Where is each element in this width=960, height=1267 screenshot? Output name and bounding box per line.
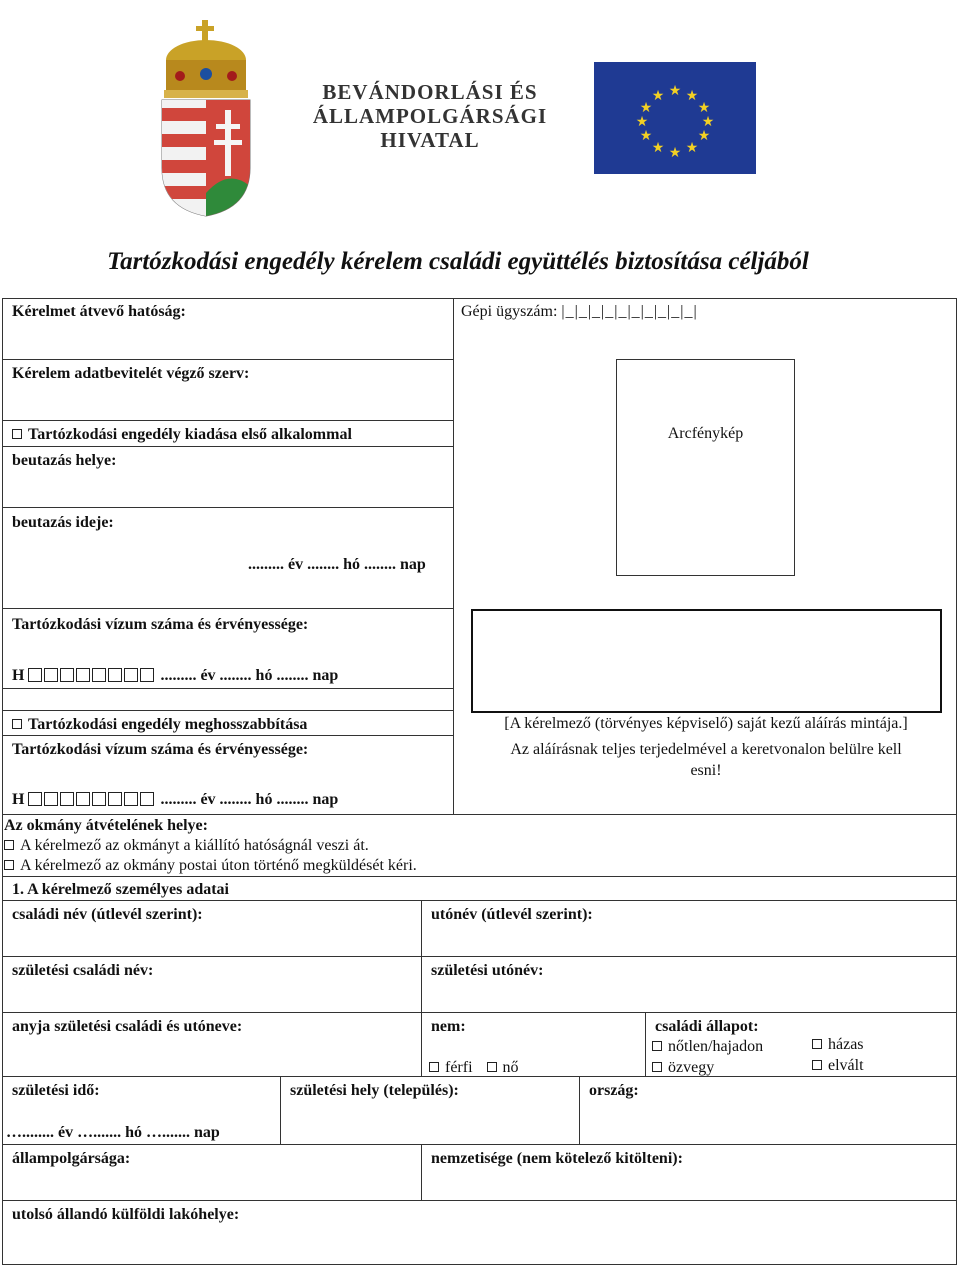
- visa-date-2: ......... év ........ hó ........ nap: [160, 791, 339, 808]
- birth-date-pattern[interactable]: …........ év …....... hó …....... nap: [6, 1124, 220, 1141]
- entry-date-pattern[interactable]: ......... év ........ hó ........ nap: [248, 556, 426, 573]
- first-issue-label: Tartózkodási engedély kiadása első alkalommal: [28, 426, 352, 443]
- pickup-label: Az okmány átvételének helye:: [4, 817, 208, 834]
- issuing-office-name: [310, 80, 550, 152]
- personal-col-divider-3: [645, 1012, 646, 1076]
- first-issue-option[interactable]: [12, 426, 352, 444]
- nationality-label: nemzetisége (nem kötelező kitölteni):: [431, 1150, 683, 1167]
- personal-col-divider-6: [421, 1144, 422, 1200]
- line-16: [2, 1200, 957, 1201]
- given-name-label: utónév (útlevél szerint):: [431, 906, 593, 923]
- form-title: Tartózkodási engedély kérelem családi együttélés biztosítása céljából: [107, 248, 809, 275]
- sex-male-option[interactable]: [429, 1059, 473, 1076]
- signature-box[interactable]: [471, 609, 942, 713]
- line-12: [2, 956, 957, 957]
- section-1-title: 1. A kérelmező személyes adatai: [12, 881, 229, 898]
- frame-left: [2, 298, 3, 1264]
- svg-text:★: ★: [685, 140, 699, 156]
- office-line-2: ÁLLAMPOLGÁRSÁGI: [312, 104, 548, 128]
- personal-col-divider-2: [421, 1012, 422, 1076]
- signature-caption: [A kérelmező (törvényes képviselő) saját kezű aláírás mintája.]: [504, 715, 908, 732]
- extension-option[interactable]: [12, 716, 307, 734]
- receiving-authority-label: Kérelmet átvevő hatóság:: [12, 303, 186, 320]
- sex-female-option[interactable]: [487, 1059, 519, 1076]
- svg-text:★: ★: [697, 100, 711, 116]
- marital-divorced-option[interactable]: [812, 1057, 864, 1075]
- personal-col-divider-5: [579, 1076, 580, 1144]
- upper-column-divider: [453, 298, 454, 814]
- visa-row-2[interactable]: [12, 791, 338, 809]
- line-3: [2, 446, 453, 447]
- line-8: [2, 735, 453, 736]
- case-number-label: Gépi ügyszám:: [461, 303, 558, 320]
- line-6: [2, 688, 453, 689]
- marital-widowed-label: özvegy: [668, 1059, 715, 1076]
- svg-text:★: ★: [635, 114, 649, 130]
- marital-married-option[interactable]: [812, 1036, 864, 1054]
- last-residence-label: utolsó állandó külföldi lakóhelye:: [12, 1206, 240, 1223]
- marital-married-label: házas: [828, 1036, 864, 1053]
- extension-checkbox[interactable]: [12, 719, 22, 729]
- line-15: [2, 1144, 957, 1145]
- visa-date-1: ......... év ........ hó ........ nap: [160, 667, 339, 684]
- visa-label-2: Tartózkodási vízum száma és érvényessége:: [12, 741, 309, 758]
- birth-date-label: születési idő:: [12, 1082, 100, 1099]
- sex-male-label: férfi: [445, 1059, 473, 1076]
- line-9: [2, 814, 957, 815]
- birth-place-label: születési hely (település):: [290, 1082, 459, 1099]
- svg-text:★: ★: [639, 128, 653, 144]
- svg-text:★: ★: [668, 145, 682, 161]
- signature-note-2: esni!: [690, 762, 722, 779]
- line-5: [2, 608, 453, 609]
- marital-single-checkbox[interactable]: [652, 1041, 662, 1051]
- svg-text:★: ★: [685, 88, 699, 104]
- svg-text:★: ★: [701, 114, 715, 130]
- line-11: [2, 900, 957, 901]
- marital-divorced-checkbox[interactable]: [812, 1060, 822, 1070]
- sex-female-label: nő: [502, 1059, 519, 1076]
- svg-text:★: ★: [651, 88, 665, 104]
- data-entry-label: Kérelem adatbevitelét végző szerv:: [12, 365, 250, 382]
- coat-of-arms: [150, 18, 265, 218]
- visa-prefix-2: H: [12, 791, 25, 808]
- office-line-1: BEVÁNDORLÁSI ÉS: [322, 80, 538, 104]
- line-13: [2, 1012, 957, 1013]
- pickup-option-2-checkbox[interactable]: [4, 860, 14, 870]
- pickup-option-1-checkbox[interactable]: [4, 840, 14, 850]
- personal-col-divider-4: [280, 1076, 281, 1144]
- case-number-boxes: |_|_|_|_|_|_|_|_|_|_|: [561, 303, 698, 320]
- pickup-option-2[interactable]: [4, 857, 417, 875]
- entry-date-label: beutazás ideje:: [12, 514, 114, 531]
- marital-single-label: nőtlen/hajadon: [668, 1038, 764, 1055]
- photo-label: Arcfénykép: [667, 425, 744, 442]
- sex-female-checkbox[interactable]: [487, 1062, 497, 1072]
- mother-name-label: anyja születési családi és utóneve:: [12, 1018, 243, 1035]
- signature-note-1: Az aláírásnak teljes terjedelmével a keretvonalon belülre kell: [510, 741, 902, 758]
- entry-place-label: beutazás helye:: [12, 452, 117, 469]
- sex-label: nem:: [431, 1018, 466, 1035]
- country-label: ország:: [589, 1082, 639, 1099]
- svg-text:★: ★: [697, 128, 711, 144]
- extension-label: Tartózkodási engedély meghosszabbítása: [28, 716, 308, 733]
- frame-right: [956, 298, 957, 1264]
- first-issue-checkbox[interactable]: [12, 429, 22, 439]
- line-1: [2, 359, 453, 360]
- pickup-option-1[interactable]: [4, 837, 369, 855]
- birth-given-name-label: születési utónév:: [431, 962, 544, 979]
- marital-label: családi állapot:: [655, 1018, 759, 1035]
- photo-box[interactable]: [616, 359, 795, 576]
- line-4: [2, 507, 453, 508]
- sex-male-checkbox[interactable]: [429, 1062, 439, 1072]
- case-number-field[interactable]: [461, 303, 698, 321]
- frame-top: [2, 298, 957, 299]
- line-10: [2, 876, 957, 877]
- birth-family-name-label: születési családi név:: [12, 962, 154, 979]
- citizenship-label: állampolgársága:: [12, 1150, 131, 1167]
- hungarian-coat-of-arms-icon: [150, 18, 265, 218]
- office-line-3: HIVATAL: [380, 128, 480, 152]
- svg-text:★: ★: [639, 100, 653, 116]
- svg-text:★: ★: [668, 83, 682, 99]
- marital-widowed-checkbox[interactable]: [652, 1062, 662, 1072]
- svg-text:★: ★: [651, 140, 665, 156]
- marital-widowed-option[interactable]: [652, 1059, 714, 1077]
- visa-row-1[interactable]: [12, 667, 338, 685]
- family-name-label: családi név (útlevél szerint):: [12, 906, 203, 923]
- marital-single-option[interactable]: [652, 1038, 763, 1056]
- line-7: [2, 710, 453, 711]
- visa-label-1: Tartózkodási vízum száma és érvényessége:: [12, 616, 309, 633]
- marital-married-checkbox[interactable]: [812, 1039, 822, 1049]
- visa-prefix-1: H: [12, 667, 25, 684]
- eu-flag: [594, 62, 756, 174]
- line-2: [2, 420, 453, 421]
- eu-flag-icon: [594, 62, 756, 174]
- marital-divorced-label: elvált: [828, 1057, 864, 1074]
- sex-options: [429, 1059, 519, 1077]
- pickup-option-2-label: A kérelmező az okmány postai úton történő megküldését kéri.: [20, 857, 417, 874]
- frame-bottom: [2, 1264, 957, 1265]
- pickup-option-1-label: A kérelmező az okmányt a kiállító hatóságnál veszi át.: [20, 837, 369, 854]
